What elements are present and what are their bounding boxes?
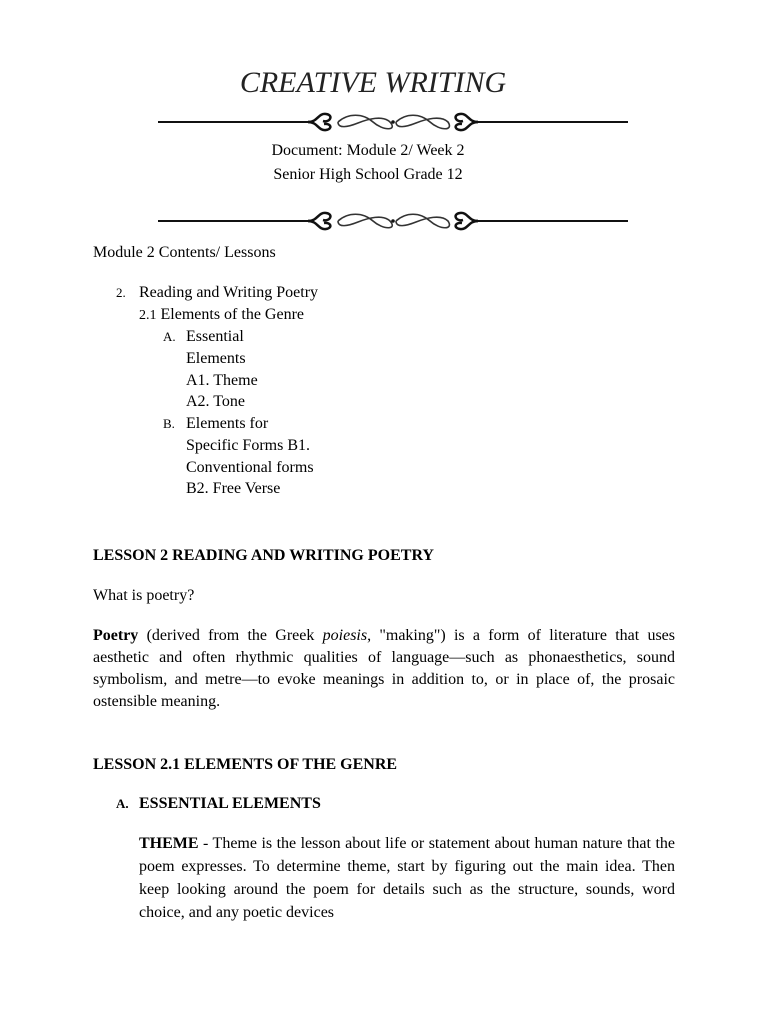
toc-b-marker: B.: [163, 416, 175, 431]
lesson-2-heading: LESSON 2 READING AND WRITING POETRY: [93, 547, 434, 564]
poetry-definition: Poetry (derived from the Greek poiesis, "making") is a form of literature that uses aesthetic and often rhythmic qualities of language—such as phonaesthetics, sound symbolism, and metre—to evoke meanings in addition to, or in place of, the prosaic ostensible meaning.: [93, 627, 676, 710]
document-line: Document: Module 2/ Week 2: [271, 142, 465, 159]
poetry-term: Poetry: [93, 627, 139, 644]
section-a-marker: A.: [116, 796, 129, 811]
lesson-2-1-heading: LESSON 2.1 ELEMENTS OF THE GENRE: [93, 756, 398, 773]
toc-a1: A1. Theme: [186, 372, 258, 389]
toc-a-line1: Essential: [186, 328, 244, 345]
toc-b-line3: Conventional forms: [186, 459, 314, 476]
toc-item-2: [116, 282, 318, 304]
greek-word: poiesis: [322, 627, 368, 644]
theme-term: THEME: [139, 835, 199, 852]
grade-line: Senior High School Grade 12: [273, 166, 463, 183]
toc-item-2-number: 2.: [116, 285, 126, 300]
poetry-question: What is poetry?: [93, 587, 195, 604]
toc-b-line1: Elements for: [186, 415, 269, 432]
toc-b-line2: Specific Forms B1.: [186, 437, 310, 454]
toc-item-2-1-number: 2.1: [139, 308, 157, 323]
ornamental-divider-bottom: [158, 208, 628, 234]
toc-item-2-label: Reading and Writing Poetry: [139, 284, 319, 301]
toc-a2: A2. Tone: [186, 393, 246, 410]
contents-heading: Module 2 Contents/ Lessons: [93, 244, 276, 261]
ornamental-divider-top: [158, 109, 628, 135]
theme-definition: THEME - Theme is the lesson about life or statement about human nature that the poem expresses. To determine theme, start by figuring out the main idea. Then keep looking around the poem for details such as the structure, sounds, word choice, and any poetic devices: [139, 835, 675, 921]
toc-item-2-1-label: Elements of the Genre: [160, 306, 304, 323]
section-a-title: ESSENTIAL ELEMENTS: [139, 795, 321, 812]
section-a-heading: [116, 793, 321, 815]
document-title: CREATIVE WRITING: [239, 66, 507, 99]
toc-b2: B2. Free Verse: [186, 480, 281, 497]
toc-a-line2: Elements: [186, 350, 246, 367]
toc-item-2-1: [139, 304, 304, 327]
toc-a-marker: A.: [163, 329, 176, 344]
